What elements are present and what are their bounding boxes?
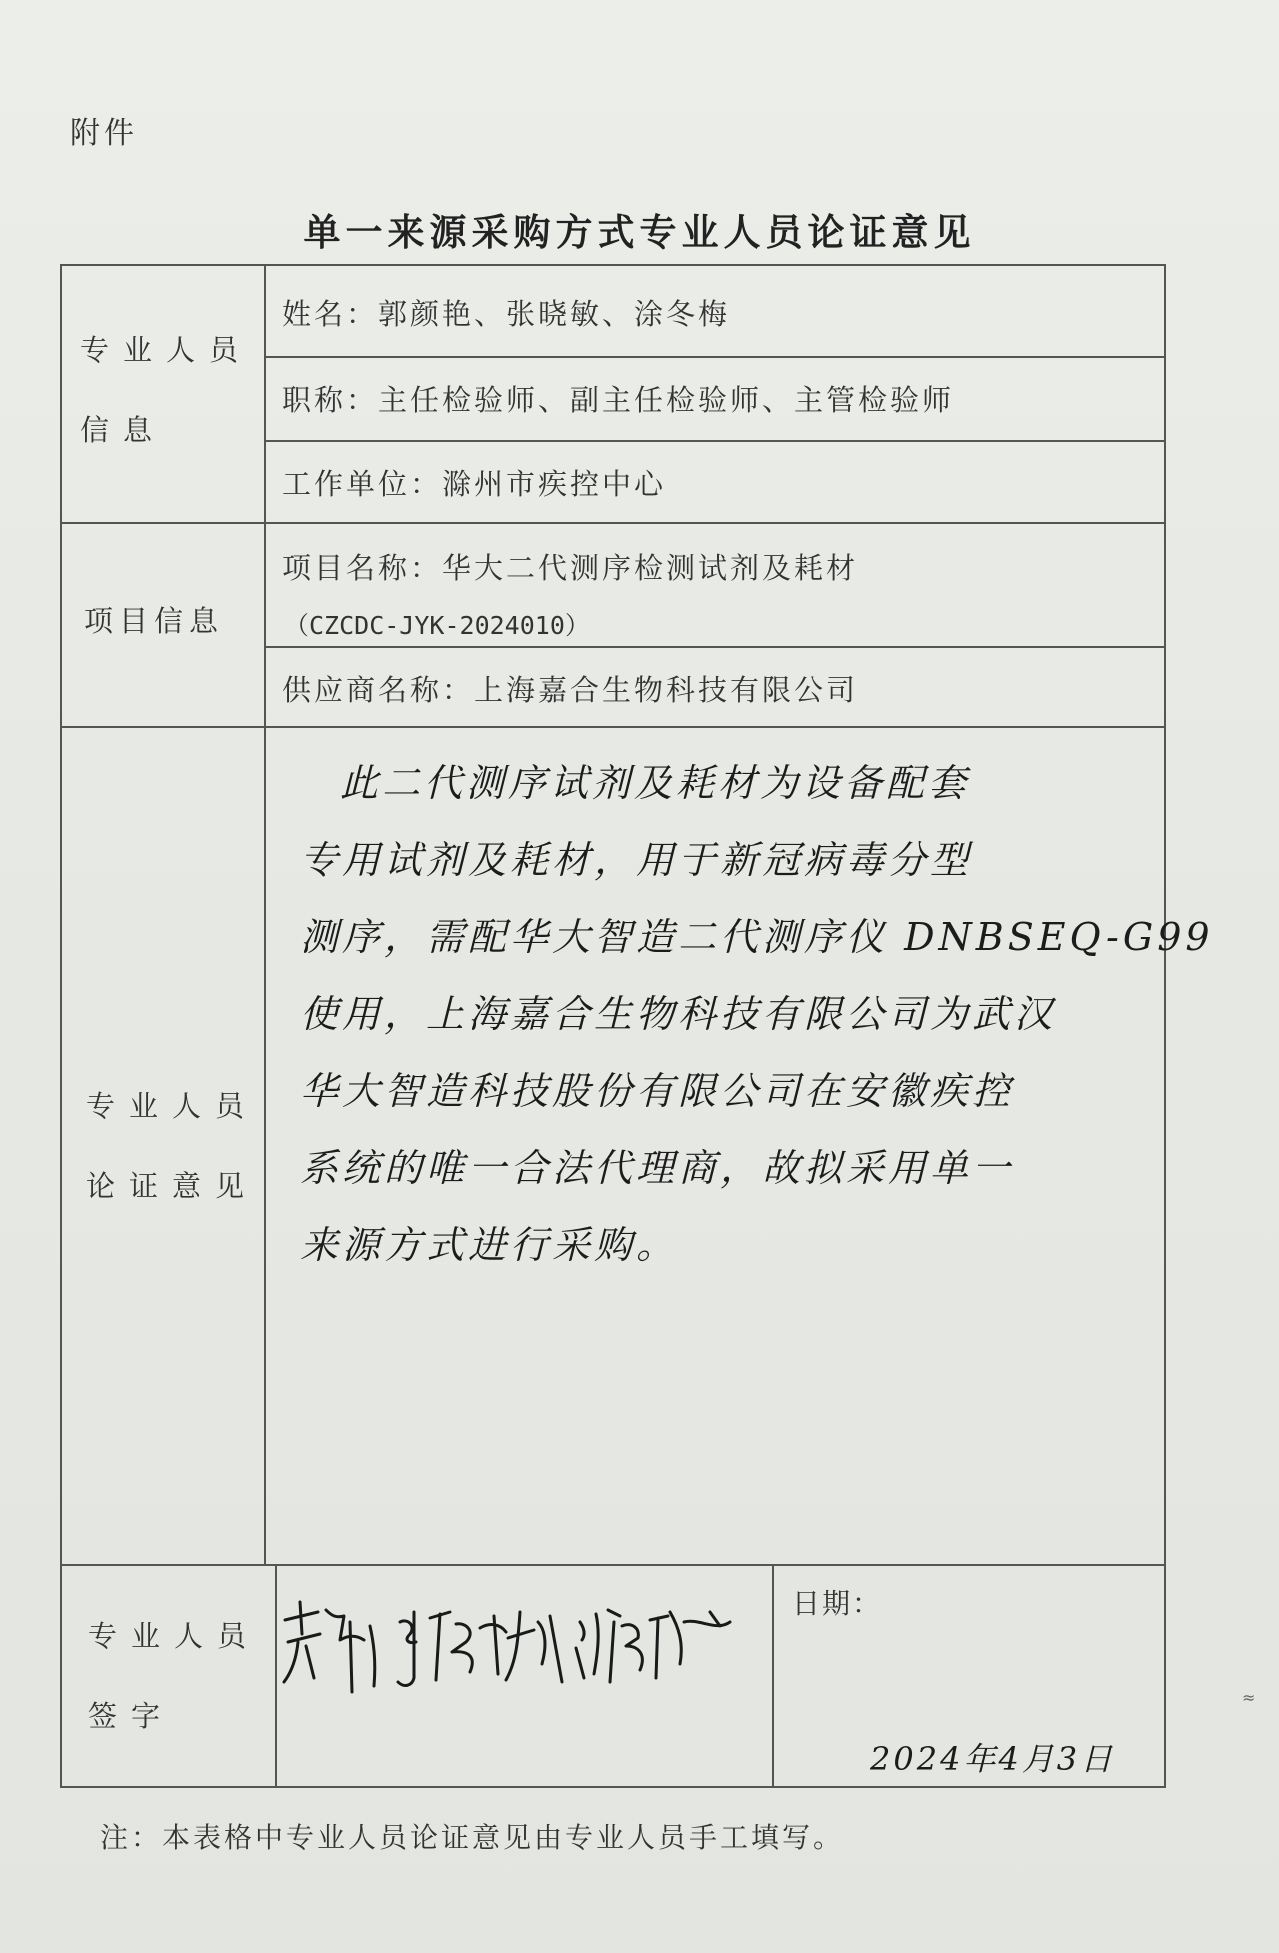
expert-info-label-line: 信息 — [80, 413, 167, 447]
opinion-label — [86, 1066, 264, 1226]
expert-names: 姓名：郭颜艳、张晓敏、涂冬梅 — [282, 297, 731, 331]
section-divider — [62, 726, 1166, 728]
opinion-label-line: 论证意见 — [86, 1169, 259, 1203]
expert-titles: 职称：主任检验师、副主任检验师、主管检验师 — [282, 383, 955, 417]
opinion-line: 系统的唯一合法代理商，故拟采用单一 — [300, 1146, 1015, 1190]
expert-info-label — [80, 310, 260, 470]
project-info-label: 项目信息 — [84, 604, 225, 638]
opinion-line: 华大智造科技股份有限公司在安徽疾控 — [300, 1069, 1015, 1113]
expert-info-label-line: 专业人员 — [80, 333, 253, 367]
work-unit: 工作单位：滁州市疾控中心 — [282, 467, 667, 501]
signature-label-line: 专业人员 — [88, 1619, 261, 1653]
opinion-line: 专用试剂及耗材，用于新冠病毒分型 — [300, 838, 973, 882]
row-divider — [264, 356, 1166, 358]
section-divider — [62, 1564, 1166, 1566]
handwritten-signatures — [280, 1582, 780, 1712]
attachment-label: 附件 — [70, 116, 138, 151]
margin-mark: ≈ — [1242, 1688, 1256, 1707]
signature-column-divider — [275, 1564, 277, 1788]
signature-label-line: 签字 — [88, 1699, 175, 1733]
document-title: 单一来源采购方式专业人员论证意见 — [303, 211, 976, 254]
opinion-label-line: 专业人员 — [86, 1089, 259, 1123]
column-divider — [264, 266, 266, 1564]
row-divider — [264, 646, 1166, 648]
opinion-line: 测序，需配华大智造二代测序仪 DNBSEQ-G99 — [300, 915, 1214, 959]
opinion-line: 来源方式进行采购。 — [300, 1223, 679, 1267]
signed-date: 2024年4月3日 — [870, 1740, 1116, 1778]
supplier-name: 供应商名称：上海嘉合生物科技有限公司 — [282, 673, 859, 707]
opinion-line: 使用，上海嘉合生物科技有限公司为武汉 — [300, 992, 1057, 1036]
opinion-line: 此二代测序试剂及耗材为设备配套 — [340, 761, 971, 805]
footnote: 注：本表格中专业人员论证意见由专业人员手工填写。 — [100, 1821, 845, 1854]
project-code: （CZCDC-JYK-2024010） — [284, 611, 590, 640]
section-divider — [62, 522, 1166, 524]
date-label: 日期： — [792, 1587, 883, 1620]
handwritten-opinion — [300, 745, 1214, 1284]
signature-label — [88, 1596, 268, 1756]
project-name: 项目名称：华大二代测序检测试剂及耗材 — [282, 551, 859, 585]
row-divider — [264, 440, 1166, 442]
